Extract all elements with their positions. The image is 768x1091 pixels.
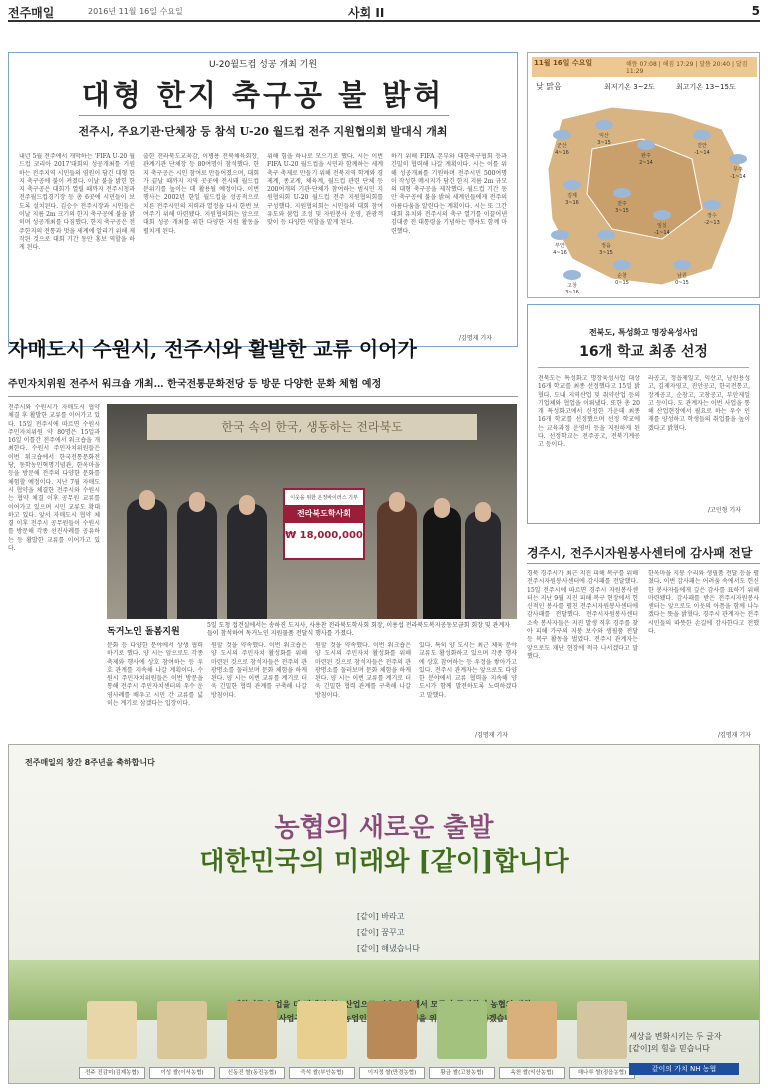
product-item — [499, 1063, 565, 1083]
byline: /고민형 기자 — [708, 507, 741, 514]
sun-moon-times: 해뜸 07:08 | 해짐 17:29 | 달뜸 20:40 | 달짐 11:29 — [626, 61, 748, 75]
region-temp: 2~14 — [639, 160, 653, 166]
article-vocational — [527, 304, 760, 524]
cloud-icon — [673, 260, 691, 270]
article-column: 라공고, 정읍제일고, 익산고, 남원용성고, 김제자영고, 진안공고, 한국전통고, 장계공고, 순창고, 고창공고, 부안제일고 등이다. 도 관계자는 이번 사업을 통해 산업현장에서 필요로 하는 우수 인재를 양성하고 학생들의 취업률을 높이겠다고 밝혔다. — [648, 375, 750, 432]
ad-body2: 농업인과 다하겠습니다. — [343, 1014, 523, 1023]
ad-body1: 농업을 산업으로 농협의 — [267, 1000, 514, 1009]
product-item — [219, 1063, 285, 1083]
article-subhead: 주민자치위원 전주서 워크숍 개최… 한국전통문화전당 등 방문 다양한 문화 체험 예정 — [8, 379, 382, 390]
product-label: 이성 쌀(이서농협) — [149, 1067, 215, 1079]
photo-banner: 한국 속의 한국, 생동하는 전라북도 — [147, 414, 477, 440]
article-headline: 경주시, 전주시자원봉사센터에 감사패 전달 — [527, 546, 753, 560]
article-column: 출한 전라북도교육감, 이병용 전북체육회장, 관계기관 단체장 등 80여명이 참석했다. 한지 축구공은 시민 참여로 만들어졌으며, 대회가 끝날 때까지 지역 곳곳에 전시돼 월드컵 분위기를 높이는 데 활용될 예정이다. 이번 행사는 2002년 한일 월드컵을 성공적으로 치른 전주시민의 저력과 열정을 다시 한번 보여주기 위해 마련됐다. 지원협의회는 앞으로 대회 성공 개최를 위한 다양한 지원 활동을 펼치게 된다. — [143, 153, 259, 235]
divider — [538, 367, 749, 368]
region-name: 정읍 — [601, 243, 611, 249]
article-column: 한옥마을 지붕 수리와 생필품 전달 등을 펼쳤다. 이번 감사패는 어려움 속에서도 헌신한 봉사자들에게 깊은 감사를 표하기 위해 마련됐다. 감사패를 받은 전주시자원봉사센터는 앞으로도 이웃의 아픔을 함께 나누겠다는 뜻을 밝혔다. 경주시 관계자는 전주시민들의 따뜻한 손길에 감사한다고 전했다. — [648, 570, 759, 636]
cloud-icon — [703, 200, 721, 210]
article-column: 내년 5월 전주에서 개막하는 'FIFA U-20 월드컵 코리아 2017'대회의 성공개최를 기원하는 전주지역 시민들의 염원이 담긴 대형 한지 축구공에 불이 켜졌다. 이날 불을 밝힌 한지 축구공은 대회가 열릴 때까지 전주시청과 전주월드컵경기장 등 총 6곳에 시민들이 보도록 설치된다. 김승수 전주시장과 시민들은 이날 지름 2m 크기의 한지 축구공에 불을 밝히며 성공개최를 다짐했다. 한지 축구공은 전주한지의 전통과 멋을 세계에 알리기 위해 제작된 것으로 대회 기간 동안 홍보 역할을 하게 된다. — [19, 153, 135, 252]
product-label: 신동진 쌀(동진농협) — [219, 1067, 285, 1079]
region-temp: -1~14 — [694, 150, 710, 156]
article-column: 전북도는 특성화고 명장육성사업 대상 16개 학교를 최종 선정했다고 15일 밝혔다. 도내 지역산업 및 취약산업 등의 기업체와 협업을 이뤄냈다. 또한 총 20개 특성화고에서 신청한 가운데 최종 16개 학교를 선정했으며 선정 학교에는 교육과정 운영비 등을 지원하게 된다. 선정학교는 전주공고, 전북기계공고 등이다. — [538, 375, 640, 449]
region-temp: -1~14 — [730, 174, 746, 180]
region-name: 남원 — [677, 273, 687, 279]
weather-date: 11월 16일 수요일 — [534, 59, 593, 67]
region-temp: -1~14 — [654, 230, 670, 236]
ad-headline2: 대한민국의 미래와 [같이]합니다 — [199, 847, 569, 877]
cloud-icon — [563, 270, 581, 280]
nonghyup-ad — [8, 744, 760, 1084]
person-head — [139, 490, 155, 510]
page-number: 5 — [751, 4, 760, 18]
article-column: 위해 힘을 하나로 모으기로 했다. 시는 이번 FIFA U-20 월드컵을 시민과 함께하는 세계 축구 축제로 만들기 위해 전북지역 학계와 경제계, 종교계, 체육계, 월드컵 관련 단체 등 200여개의 기관·단체가 참여하는 범시민 지원협의회 U-20 월드컵 전주 지원협의회를 구성했다. 지원협의회는 시민들의 대회 참여 유도와 붐업 조성 및 자원봉사 운영, 관광객 맞이 등 다양한 역할을 맡게 된다. — [267, 153, 383, 227]
cloud-icon — [595, 120, 613, 130]
divider — [8, 396, 518, 397]
person-figure — [423, 507, 461, 619]
person-figure — [377, 501, 417, 619]
caption-title: 독거노인 돌봄지원 — [107, 627, 180, 637]
region-name: 장수 — [707, 213, 717, 219]
product-package — [227, 1001, 277, 1059]
product-item — [359, 1063, 425, 1083]
article-column: 원할 것을 약속했다. 이번 워크숍은 양 도시의 주민자치 활성화를 위해 마련된 것으로 참석자들은 전주의 관광명소를 둘러보며 문화 체험을 하게 된다. 양 시는 이번 교류를 계기로 더욱 긴밀한 협력 관계를 구축해 나갈 방침이다. — [211, 642, 307, 699]
ad-slogans — [357, 909, 420, 957]
product-item — [289, 1063, 355, 1083]
region-name: 순창 — [617, 273, 627, 279]
article-column: 경북 경주시가 최근 지진 피해 복구를 위해 전주시자원봉사센터에 감사패를 전달했다. 15일 전주시에 따르면 경주시 자원봉사센터는 지난 9월 지진 피해 복구 현장에서 헌신적인 봉사를 펼친 전주시자원봉사센터에 감사패를 전달했다. 전주시자원봉사센터 소속 봉사자들은 지진 발생 직후 경주를 찾아 피해 가구의 지붕 보수와 생필품 전달 등 복구 활동을 벌였다. 전주시 관계자는 앞으로도 재난 현장에 적극 나서겠다고 말했다. — [527, 570, 638, 660]
ad-right-slogan1: 세상을 변화시키는 두 글자 — [629, 1032, 722, 1041]
article-kicker: U-20월드컵 성공 개최 기원 — [208, 60, 318, 70]
region-name: 김제 — [567, 193, 577, 199]
region-name: 완주 — [641, 153, 651, 159]
region-temp: 3~16 — [565, 290, 579, 293]
product-label: 즉석 쌀(부안농협) — [289, 1067, 355, 1079]
product-package — [437, 1001, 487, 1059]
product-item — [429, 1063, 495, 1083]
divider — [527, 563, 760, 564]
section-title: 사회 II — [348, 6, 385, 20]
ad-slogan: [같이] 바라고 — [357, 912, 405, 921]
product-package — [87, 1001, 137, 1059]
byline: /김명재 기자 — [459, 335, 492, 342]
region-temp: 0~15 — [615, 280, 629, 286]
person-figure — [127, 499, 167, 619]
ad-slogan: [같이] 해냈습니다 — [357, 944, 420, 953]
region-name: 부안 — [555, 243, 565, 249]
region-name: 무주 — [733, 167, 743, 173]
donation-sign — [283, 488, 365, 560]
product-label: 이지정 쌀(만경농협) — [359, 1067, 425, 1079]
article-column: 전주시와 수원시가 자매도시 협약체결 후 활발한 교류를 이어가고 있다. 15일 전주시에 따르면 수원시 주민자치위원 약 80명은 15일과 16일 이틀간 전주에서 워크숍을 개최한다. 수원시 주민자치위원들은 이번 워크숍에서 한국전통문화전당, 동학농민혁명기념관, 한옥마을 등을 방문해 전주의 다양한 문화를 체험할 예정이다. 지난 7월 자매도시 협약을 체결한 전주시와 수원시는 협약 체결 이후 공무원 교류를 이어가고 있으며 시민 교류도 확대하고 있다. 앞서 자매도시 협약 체결 이후 전주시 공무원들이 수원시를 방문해 각종 선진사례를 공유하는 등 활발한 교류를 이어가고 있다. — [8, 404, 100, 553]
byline: /김명재 기자 — [475, 732, 508, 739]
weather-box — [527, 52, 760, 298]
region-temp: 0~15 — [675, 280, 689, 286]
person-head — [434, 498, 450, 518]
cloud-icon — [613, 188, 631, 198]
cloud-icon — [729, 154, 747, 164]
cloud-icon — [613, 260, 631, 270]
product-label: 황금 쌀(고창농협) — [429, 1067, 495, 1079]
caption-text: 5일 도청 접견실에서는 송하진 도지사, 사용찬 전라북도학사회 회장, 이용섭 전라북도복지공동모금회 회장 및 관계자들이 참석하여 독거노인 지원물품 전달식 행사를 가졌다. — [207, 622, 510, 637]
product-label: 해나루 쌀(정읍농협) — [569, 1067, 635, 1079]
article-headline: 자매도시 수원시, 전주시와 활발한 교류 이어가 — [8, 337, 417, 361]
low-temp: 최저기온 3~2도 — [604, 83, 655, 91]
region-temp: -2~13 — [704, 220, 720, 226]
region-map — [532, 99, 757, 293]
person-head — [475, 502, 491, 522]
product-package — [157, 1001, 207, 1059]
article-headline: 대형 한지 축구공 불 밝혀 — [81, 78, 445, 112]
masthead — [8, 4, 760, 22]
product-package — [367, 1001, 417, 1059]
region-temp: 3~16 — [565, 200, 579, 206]
article-column: 하기 위해 FIFA 본부와 대한축구협회 등과 긴밀히 협력해 나갈 계획이다. 시는 이를 위해 성공개최를 기원하며 전주시민 500여명이 작성한 메시지가 담긴 한지 지름 2m 규모의 대형 축구공을 제작했다. 월드컵 기간 동안 축구공에 불을 밝혀 세계인들에게 전주의 아름다움을 알린다는 계획이다. 시는 또 그간 대회 유치와 전주시의 축구 열기를 이끌어낸 김대중 전 대통령을 기념하는 행사도 함께 마련했다. — [391, 153, 507, 235]
ad-right-slogan — [629, 1031, 722, 1055]
region-name: 고창 — [567, 283, 577, 289]
cloud-icon — [637, 140, 655, 150]
ad-right-slogan2: [같이]의 힘을 믿습니다 — [629, 1044, 710, 1053]
region-name: 진안 — [697, 143, 707, 149]
person-figure — [465, 511, 501, 619]
region-name: 군산 — [557, 143, 567, 149]
region-name: 익산 — [599, 133, 609, 139]
person-figure — [227, 504, 267, 619]
product-package — [577, 1001, 627, 1059]
region-temp: 3~15 — [599, 250, 613, 256]
day-sky: 낮 맑음 — [536, 82, 562, 91]
product-package — [297, 1001, 347, 1059]
sign-line2: 전라북도학사회 — [285, 505, 363, 523]
product-item — [79, 1063, 145, 1083]
product-item — [569, 1063, 635, 1083]
region-temp: 4~16 — [555, 150, 569, 156]
cloud-icon — [597, 230, 615, 240]
ad-slogan: [같이] 꿈꾸고 — [357, 928, 405, 937]
product-item — [149, 1063, 215, 1083]
region-name: 전주 — [617, 201, 627, 207]
product-label: 전주 진감미(김제농협) — [79, 1067, 145, 1079]
divider — [79, 115, 449, 116]
article-kicker: 전북도, 특성화고 명장육성사업 — [588, 328, 699, 337]
region-temp: 3~15 — [597, 140, 611, 146]
person-figure — [177, 501, 217, 619]
product-label: 옥천 쌀(익산농협) — [499, 1067, 565, 1079]
cloud-icon — [553, 130, 571, 140]
person-head — [239, 495, 255, 515]
cloud-icon — [551, 230, 569, 240]
byline: /김명재 기자 — [718, 732, 751, 739]
product-package — [507, 1001, 557, 1059]
ad-headline1: 농협의 새로운 출발 — [274, 813, 494, 843]
article-column: 문화 등 다양한 분야에서 상생 협력하기로 했다. 양 시는 앞으로도 각종 축제와 행사에 상호 참여하는 등 우호 관계를 지속해 나갈 계획이다. 수원시 주민자치위원들은 이번 방문을 통해 전주시 주민자치센터의 우수 운영사례를 배우고 시민 간 교류를 넓히는 계기로 삼겠다는 입장이다. — [107, 642, 203, 708]
newspaper-brand: 전주매일 — [8, 6, 55, 20]
cloud-icon — [693, 130, 711, 140]
region-marker — [563, 270, 581, 293]
region-temp: 4~16 — [553, 250, 567, 256]
person-head — [189, 492, 205, 512]
person-head — [389, 492, 405, 512]
nh-logo: 같이의 가치 NH 농협 — [629, 1063, 739, 1075]
sign-line1: 이웃을 위한 온정바이러스 기부 — [290, 495, 358, 501]
cloud-icon — [653, 210, 671, 220]
article-subhead: 전주시, 주요기관·단체장 등 참석 U-20 월드컵 전주 지원협의회 발대식 개최 — [78, 125, 448, 138]
news-photo — [107, 404, 517, 619]
sign-amount: ₩ 18,000,000 — [285, 530, 363, 541]
high-temp: 최고기온 13~15도 — [676, 83, 736, 91]
article-column: 있다. 특히 양 도시는 최근 체육 분야 교류도 활성화하고 있으며 각종 행사에 상호 참여하는 등 우정을 쌓아가고 있다. 전주시 관계자는 앞으로도 다양한 분야에서 교류 협력을 지속해 양 도시가 함께 발전하도록 노력하겠다고 말했다. — [419, 642, 517, 699]
article-column: 원할 것을 약속했다. 이번 워크숍은 양 도시의 주민자치 활성화를 위해 마련된 것으로 참석자들은 전주의 관광명소를 둘러보며 문화 체험을 하게 된다. 양 시는 이번 교류를 계기로 더욱 긴밀한 협력 관계를 구축해 나갈 방침이다. — [315, 642, 411, 699]
cloud-icon — [563, 180, 581, 190]
region-temp: 3~15 — [615, 208, 629, 214]
article-headline: 16개 학교 최종 선정 — [579, 344, 708, 360]
region-name: 임실 — [657, 223, 667, 229]
article-worldcup — [8, 52, 518, 347]
product-lineup — [79, 1063, 639, 1083]
ad-kicker: 전주매일의 창간 8주년을 축하합니다 — [25, 758, 155, 767]
issue-date: 2016년 11월 16일 수요일 — [88, 7, 183, 16]
